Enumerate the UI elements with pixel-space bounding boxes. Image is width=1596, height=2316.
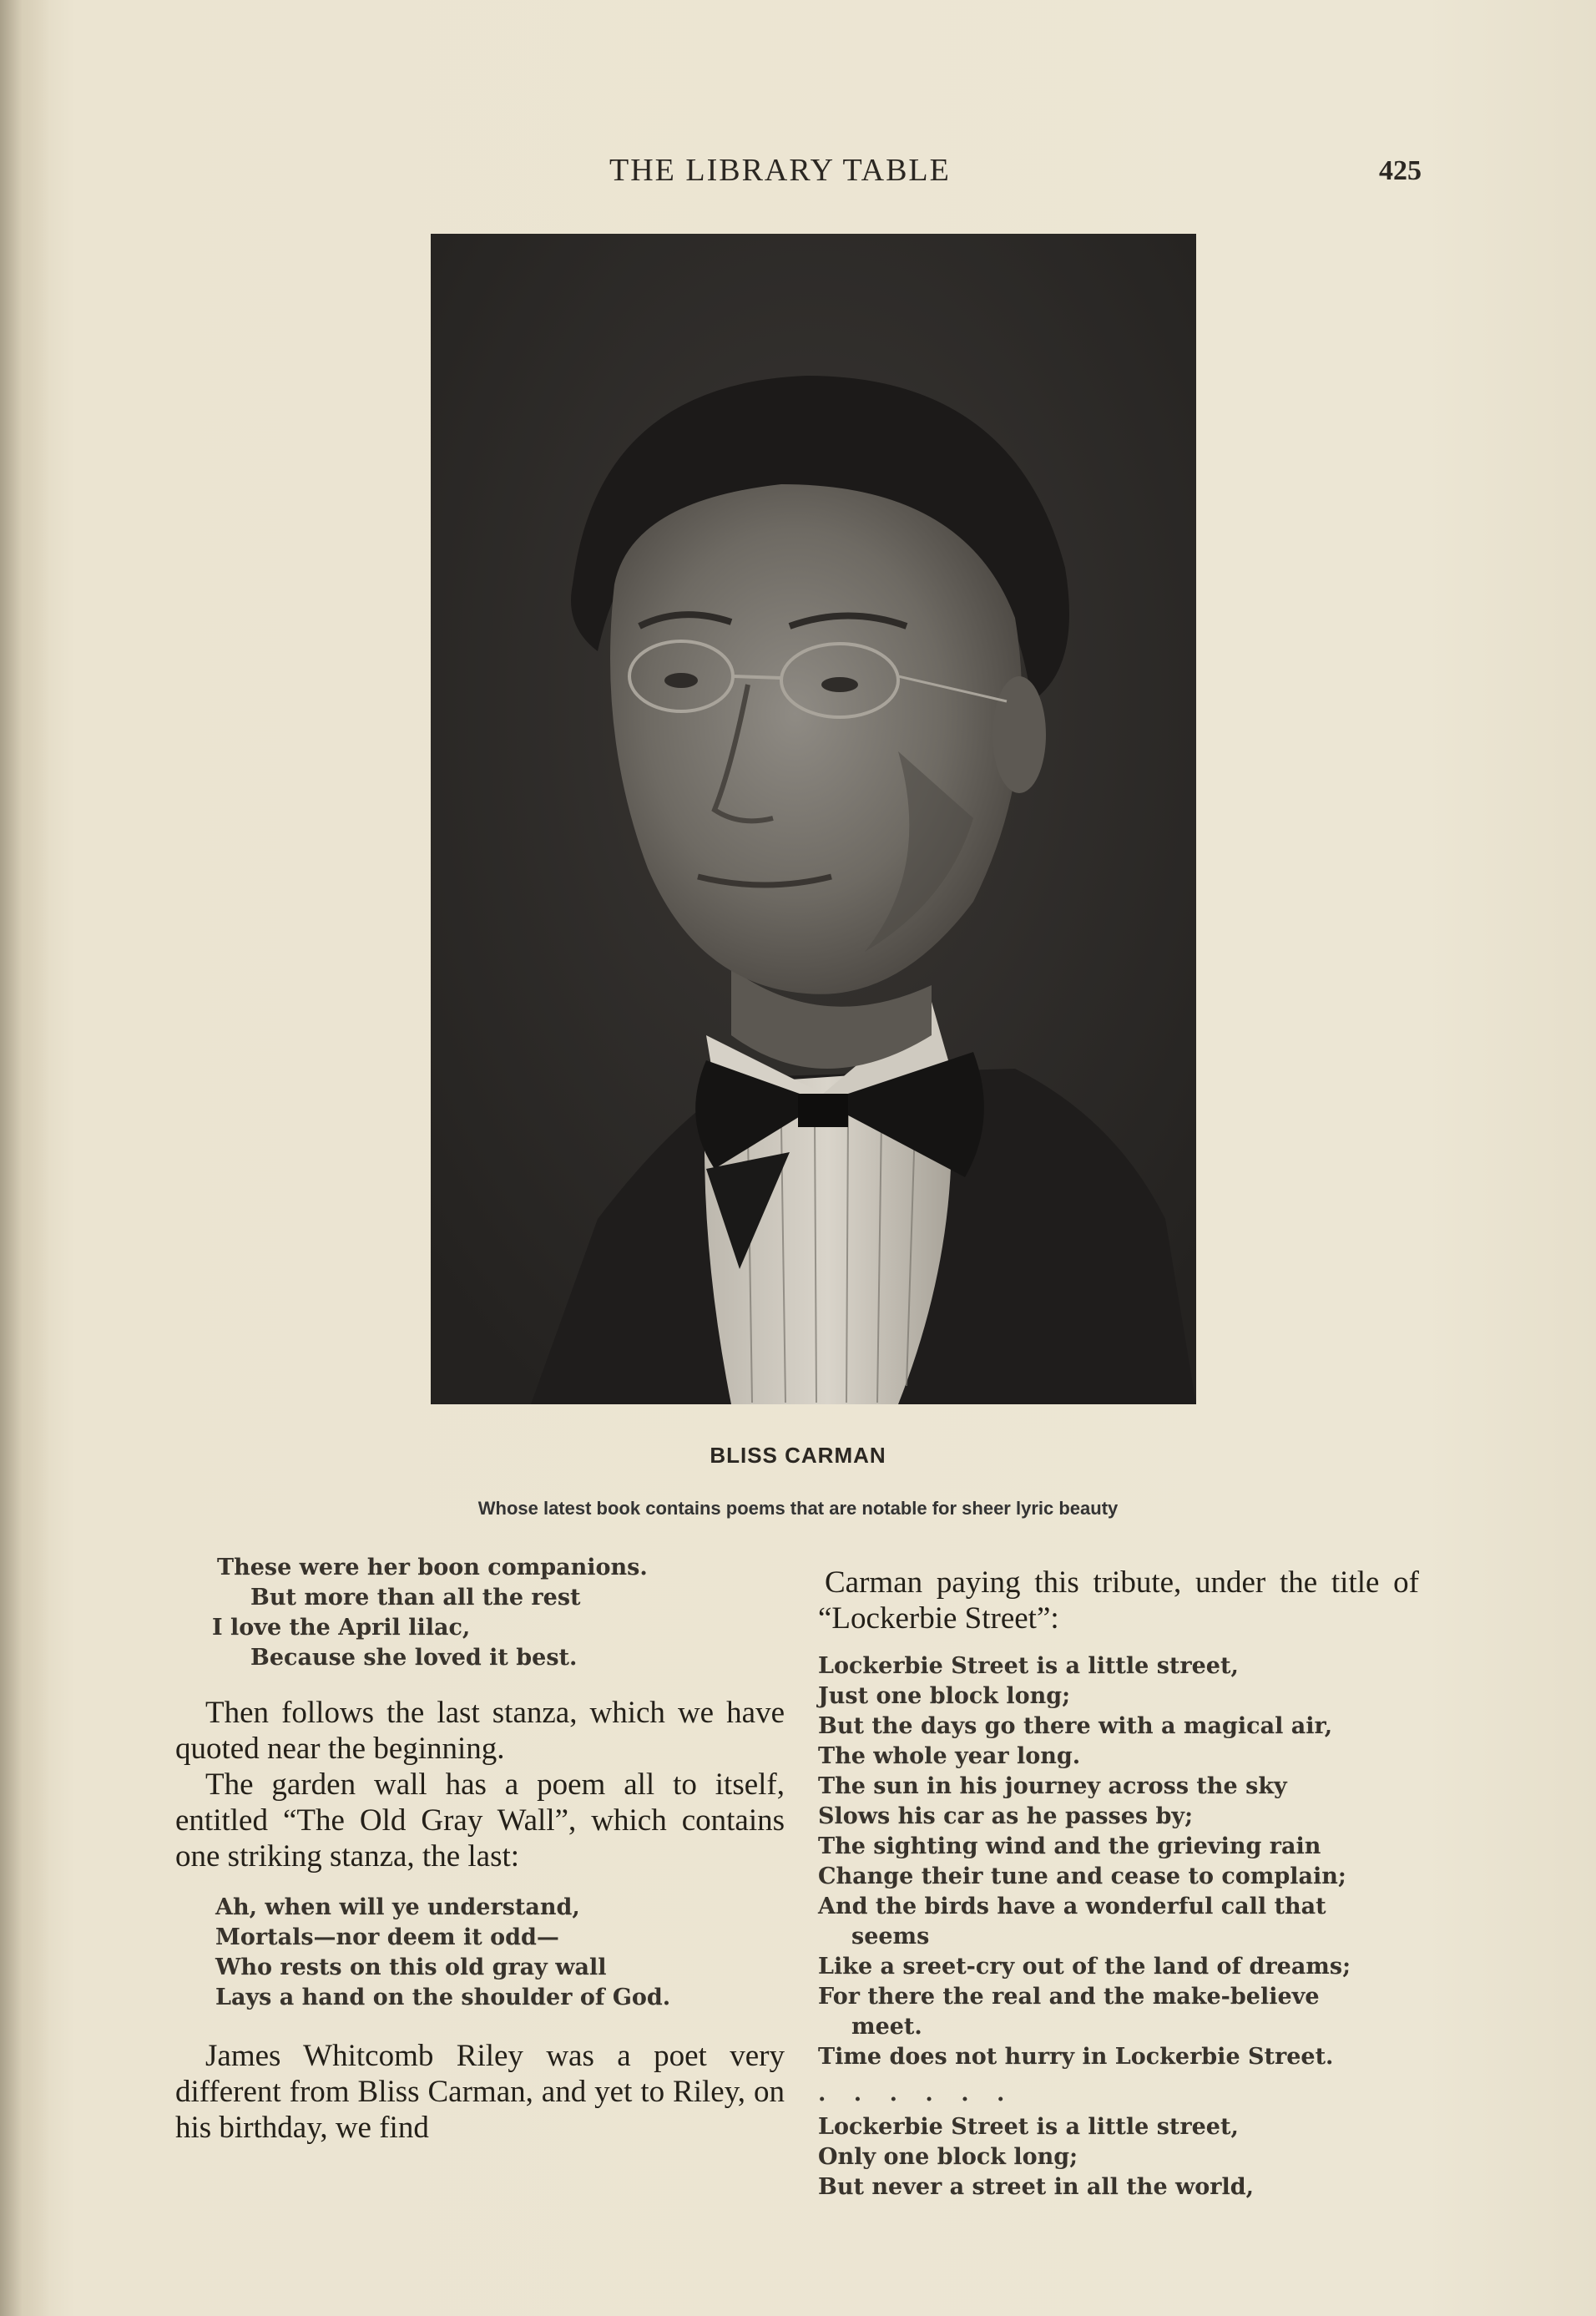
verse-line: But more than all the rest [250, 1585, 581, 1611]
verse-line: Just one block long; [818, 1683, 1071, 1709]
verse-line: meet. [851, 2014, 922, 2040]
page-gutter [0, 0, 50, 2316]
verse-line: I love the April lilac, [212, 1615, 471, 1641]
verse-line: seems [851, 1924, 930, 1949]
verse-line: Like a sreet-cry out of the land of dreams; [818, 1954, 1351, 1980]
verse-ellipsis [818, 2079, 1419, 2109]
figure-subcaption: Whose latest book contains poems that are notable for sheer lyric beauty [477, 1498, 1119, 1519]
verse-line: The whole year long. [818, 1743, 1081, 1769]
verse-line: For there the real and the make-believe [818, 1984, 1320, 2010]
verse-line: These were her boon companions. [217, 1555, 648, 1580]
running-head: THE LIBRARY TABLE [609, 153, 951, 188]
left-column [175, 1553, 785, 2146]
verse-line: Time does not hurry in Lockerbie Street. [818, 2044, 1334, 2070]
paragraph: James Whitcomb Riley was a poet very different from Bliss Carman, and yet to Riley, on his birthday, we find [175, 2039, 785, 2145]
verse-line: But never a street in all the world, [818, 2174, 1255, 2200]
right-column [818, 1553, 1419, 2202]
verse-line: Slows his car as he passes by; [818, 1803, 1194, 1829]
verse-line: Change their tune and cease to complain; [818, 1863, 1346, 1889]
verse-lockerbie-street-2 [818, 2112, 1419, 2202]
paragraph: Carman paying this tribute, under the title of “Lockerbie Street”: [818, 1565, 1419, 1636]
verse-line: Because she loved it best. [250, 1645, 578, 1671]
verse-line: Only one block long; [818, 2144, 1078, 2170]
verse-old-gray-wall [215, 1893, 785, 2013]
portrait-photo [431, 234, 1196, 1404]
verse-line: Mortals—nor deem it odd— [215, 1924, 559, 1950]
verse-line: Lockerbie Street is a little street, [818, 1653, 1239, 1679]
ellipsis-line: . . . . . . [818, 2081, 1015, 2106]
paragraph: Then follows the last stanza, which we have quoted near the beginning. [175, 1696, 785, 1766]
verse-line: But the days go there with a magical air, [818, 1713, 1333, 1739]
verse-line: Lockerbie Street is a little street, [818, 2114, 1239, 2140]
verse-lockerbie-street [818, 1651, 1419, 2072]
page-number: 425 [1379, 155, 1422, 186]
verse-line: The sun in his journey across the sky [818, 1773, 1287, 1799]
verse-line: And the birds have a wonderful call that [818, 1894, 1326, 1919]
portrait-illustration [431, 234, 1196, 1404]
verse-lilac [212, 1553, 785, 1673]
verse-line: The sighting wind and the grieving rain [818, 1833, 1321, 1859]
verse-line: Who rests on this old gray wall [215, 1954, 607, 1980]
paragraph: The garden wall has a poem all to itself, entitled “The Old Gray Wall”, which contains one striking stanza, the last: [175, 1767, 785, 1874]
verse-line: Lays a hand on the shoulder of God. [215, 1985, 671, 2010]
figure-caption: BLISS CARMAN [710, 1443, 886, 1468]
verse-line: Ah, when will ye understand, [215, 1894, 580, 1920]
